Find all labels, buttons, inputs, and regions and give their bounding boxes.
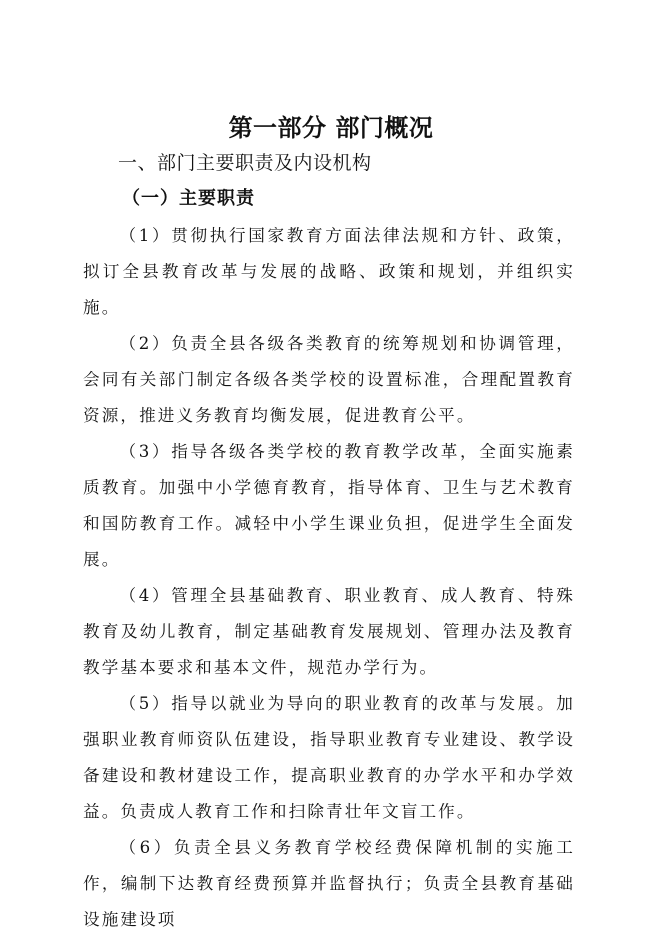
paragraph-duty-2: （2）负责全县各级各类教育的统筹规划和协调管理，会同有关部门制定各级各类学校的设置标准，合理配置教育资源，推进义务教育均衡发展，促进教育公平。 xyxy=(83,334,575,425)
document-body xyxy=(83,218,575,938)
paragraph-duty-4: （4）管理全县基础教育、职业教育、成人教育、特殊教育及幼儿教育，制定基础教育发展规划、管理办法及教育教学基本要求和基本文件，规范办学行为。 xyxy=(83,586,575,677)
paragraph-duty-5: （5）指导以就业为导向的职业教育的改革与发展。加强职业教育师资队伍建设，指导职业教育专业建设、教学设备建设和教材建设工作，提高职业教育的办学水平和办学效益。负责成人教育工作和扫除青壮年文盲工作。 xyxy=(83,694,575,821)
paragraph-duty-1: （1）贯彻执行国家教育方面法律法规和方针、政策，拟订全县教育改革与发展的战略、政策和规划，并组织实施。 xyxy=(83,226,575,317)
section-heading: 一、部门主要职责及内设机构 xyxy=(118,152,372,174)
paragraph-duty-6: （6）负责全县义务教育学校经费保障机制的实施工作，编制下达教育经费预算并监督执行；负责全县教育基础设施建设项 xyxy=(83,838,575,929)
subsection-heading: （一）主要职责 xyxy=(122,188,255,209)
paragraph-duty-3: （3）指导各级各类学校的教育教学改革，全面实施素质教育。加强中小学德育教育，指导体育、卫生与艺术教育和国防教育工作。减轻中小学生课业负担，促进学生全面发展。 xyxy=(83,442,575,569)
page-title: 第一部分 部门概况 xyxy=(228,114,434,142)
